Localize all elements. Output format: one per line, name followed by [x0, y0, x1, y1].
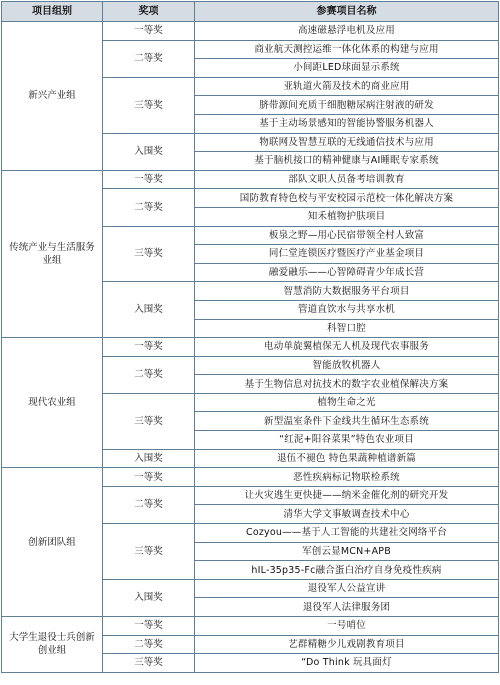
project-name-cell: 退役军人公益宣讲	[195, 579, 499, 598]
project-name-cell: 退伍不褪色 特色果蔬种植谱新篇	[195, 449, 499, 468]
project-name-cell: 科智口腔	[195, 319, 499, 338]
project-name-cell: “Do Think 玩具面灯	[195, 654, 499, 673]
header-row	[2, 2, 499, 22]
group-name-cell: 现代农业组	[2, 338, 103, 468]
project-name-cell: 智能放牧机器人	[195, 356, 499, 375]
project-name-cell: 部队文职人员备考培训教育	[195, 170, 499, 189]
group-name-cell: 大学生退役士兵创新创业组	[2, 617, 103, 673]
project-name-cell: 清华大学文事敏调查技术中心	[195, 505, 499, 524]
project-name-cell: 一号哨位	[195, 617, 499, 636]
awards-table	[1, 1, 499, 673]
table-row	[2, 468, 499, 487]
project-name-cell: 亚轨道火箭及技术的商业应用	[195, 77, 499, 96]
group-name-cell: 传统产业与生活服务业组	[2, 170, 103, 337]
project-name-cell: 小间距LED球面显示系统	[195, 59, 499, 78]
project-name-cell: “红泥+阳谷菜果”特色农业项目	[195, 431, 499, 450]
header-group: 项目组别	[2, 2, 103, 22]
award-level-cell: 一等奖	[103, 170, 195, 189]
award-level-cell: 一等奖	[103, 22, 195, 41]
award-level-cell: 入围奖	[103, 282, 195, 338]
award-level-cell: 三等奖	[103, 393, 195, 449]
project-name-cell: 智慧消防大数据服务平台项目	[195, 282, 499, 301]
project-name-cell: 新型温室条件下金线共生循环生态系统	[195, 412, 499, 431]
project-name-cell: 电动单旋翼植保无人机及现代农事服务	[195, 338, 499, 357]
project-name-cell: 高速磁悬浮电机及应用	[195, 22, 499, 41]
project-name-cell: 融爱融乐——心智障碍青少年成长营	[195, 263, 499, 282]
award-level-cell: 入围奖	[103, 449, 195, 468]
project-name-cell: hIL-35p35-Fc融合蛋白治疗自身免疫性疾病	[195, 561, 499, 580]
award-level-cell: 二等奖	[103, 486, 195, 523]
award-level-cell: 一等奖	[103, 468, 195, 487]
award-level-cell: 入围奖	[103, 133, 195, 170]
table-row	[2, 170, 499, 189]
project-name-cell: 基于生物信息对抗技术的数字农业植保解决方案	[195, 375, 499, 394]
project-name-cell: 板泉之野—用心民宿带领全村人致富	[195, 226, 499, 245]
project-name-cell: 同仁堂连锁医疗暨医疗产业基金项目	[195, 245, 499, 264]
project-name-cell: 物联网及智慧互联的无线通信技术与应用	[195, 133, 499, 152]
project-name-cell: Cozyou——基于人工智能的共建社交网络平台	[195, 524, 499, 543]
award-level-cell: 二等奖	[103, 356, 195, 393]
award-level-cell: 三等奖	[103, 226, 195, 282]
table-row	[2, 338, 499, 357]
project-name-cell: 植物生命之光	[195, 393, 499, 412]
award-level-cell: 二等奖	[103, 40, 195, 77]
award-level-cell: 三等奖	[103, 654, 195, 673]
project-name-cell: 军创云显MCN+APB	[195, 542, 499, 561]
project-name-cell: 让火灾逃生更快捷——纳米金催化剂的研究开发	[195, 486, 499, 505]
table-row	[2, 617, 499, 636]
project-name-cell: 恶性疾病标记物联检系统	[195, 468, 499, 487]
project-name-cell: 艺群精糖少儿戏剧教育项目	[195, 635, 499, 654]
award-level-cell: 三等奖	[103, 524, 195, 580]
project-name-cell: 基于脑机接口的精神健康与AI睡眠专家系统	[195, 152, 499, 171]
award-level-cell: 一等奖	[103, 617, 195, 636]
project-name-cell: 商业航天测控运维一体化体系的构建与应用	[195, 40, 499, 59]
group-name-cell: 新兴产业组	[2, 22, 103, 171]
award-level-cell: 一等奖	[103, 338, 195, 357]
project-name-cell: 退役军人法律服务团	[195, 598, 499, 617]
project-name-cell: 知禾植物护肤项目	[195, 207, 499, 226]
award-level-cell: 三等奖	[103, 77, 195, 133]
header-project: 参赛项目名称	[195, 2, 499, 22]
table-row	[2, 22, 499, 41]
award-level-cell: 入围奖	[103, 579, 195, 616]
header-level: 奖项	[103, 2, 195, 22]
project-name-cell: 国防教育特色校与平安校园示范校一体化解决方案	[195, 189, 499, 208]
group-name-cell: 创新团队组	[2, 468, 103, 617]
awards-body	[2, 22, 499, 673]
award-level-cell: 二等奖	[103, 635, 195, 654]
award-level-cell: 二等奖	[103, 189, 195, 226]
project-name-cell: 脐带源间充质干细胞糖尿病注射液的研发	[195, 96, 499, 115]
project-name-cell: 基于主动场景感知的智能协警服务机器人	[195, 114, 499, 133]
project-name-cell: 管道直饮水与共享水机	[195, 300, 499, 319]
